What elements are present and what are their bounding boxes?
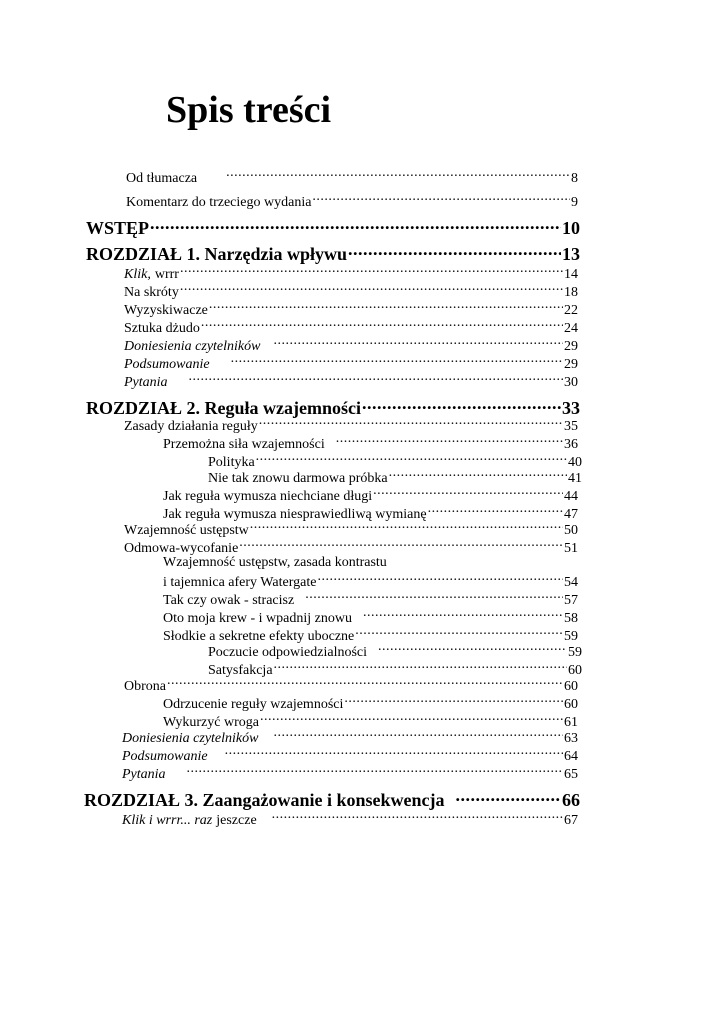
leader-dots	[389, 468, 567, 482]
toc-entry-label: Podsumowanie	[122, 749, 208, 764]
toc-entry-page: 35	[564, 419, 578, 434]
leader-dots	[344, 694, 563, 708]
toc-entry-page: 29	[564, 339, 578, 354]
toc-entry-label: WSTĘP	[86, 218, 150, 238]
toc-entry[interactable]	[122, 810, 578, 828]
toc-entry-page: 36	[564, 437, 578, 452]
toc-entry-label: Klik i wrrr... raz	[122, 813, 213, 828]
toc-entry[interactable]	[208, 468, 582, 486]
toc-entry-page: 64	[564, 749, 578, 764]
toc-entry-label: Od tłumacza	[126, 171, 198, 186]
toc-chapter-2[interactable]	[86, 396, 580, 418]
toc-entry-label: Na skróty	[124, 285, 179, 300]
toc-entry[interactable]	[126, 168, 578, 186]
leader-dots	[180, 282, 563, 296]
leader-dots	[273, 728, 563, 742]
toc-entry-label: Oto moja krew - i wpadnij znowu	[163, 611, 352, 626]
toc-entry-label: Sztuka dżudo	[124, 321, 200, 336]
toc-entry-label: Doniesienia czytelników	[124, 339, 261, 354]
toc-entry-page: 9	[571, 195, 578, 210]
leader-dots	[274, 660, 567, 674]
leader-dots	[348, 242, 561, 260]
toc-entry[interactable]	[124, 416, 578, 434]
toc-entry-label: Przemożna siła wzajemności	[163, 437, 325, 452]
toc-entry-label: Odrzucenie reguły wzajemności	[163, 697, 344, 712]
toc-entry[interactable]	[124, 372, 578, 390]
leader-dots	[312, 192, 570, 206]
toc-entry-page: 30	[564, 375, 578, 390]
toc-entry-page: 57	[564, 593, 578, 608]
toc-entry-label-suffix: wrrr	[154, 267, 179, 282]
toc-entry-label: Poczucie odpowiedzialności	[208, 645, 368, 660]
toc-entry-label: Klik,	[124, 267, 151, 282]
toc-entry-page: 44	[564, 489, 578, 504]
leader-dots	[150, 216, 561, 234]
leader-dots	[167, 676, 563, 690]
toc-entry[interactable]	[163, 694, 578, 712]
toc-entry-label: ROZDZIAŁ 3. Zaangażowanie i konsekwencja	[84, 790, 445, 810]
leader-dots	[201, 318, 563, 332]
toc-entry-page: 29	[564, 357, 578, 372]
toc-entry-page: 50	[564, 523, 578, 538]
toc-entry-label: Wzajemność ustępstw	[124, 523, 249, 538]
toc-entry[interactable]	[124, 300, 578, 318]
leader-dots	[456, 788, 561, 806]
leader-dots	[239, 538, 563, 552]
toc-entry[interactable]	[124, 676, 578, 694]
toc-entry-page: 61	[564, 715, 578, 730]
leader-dots	[259, 416, 563, 430]
toc-entry[interactable]	[124, 336, 578, 354]
toc-entry-page: 54	[564, 575, 578, 590]
leader-dots	[260, 712, 563, 726]
toc-entry-line	[163, 554, 578, 572]
toc-entry[interactable]	[163, 608, 578, 626]
toc-entry-label: i tajemnica afery Watergate	[163, 575, 317, 590]
toc-entry-page: 65	[564, 767, 578, 782]
toc-chapter-3[interactable]	[84, 788, 580, 810]
toc-entry-label: Nie tak znowu darmowa próbka	[208, 471, 388, 486]
toc-entry-label: ROZDZIAŁ 1. Narzędzia wpływu	[86, 244, 348, 264]
toc-entry-label: Pytania	[122, 767, 166, 782]
toc-entry-label-suffix: jeszcze	[216, 813, 257, 828]
toc-entry-label: Wykurzyć wroga	[163, 715, 259, 730]
toc-entry[interactable]	[163, 486, 578, 504]
toc-entry-page: 47	[564, 507, 578, 522]
toc-intro[interactable]	[86, 216, 580, 238]
toc-entry-label: Tak czy owak - stracisz	[163, 593, 295, 608]
leader-dots	[180, 264, 563, 278]
leader-dots	[187, 764, 563, 778]
toc-entry-label: Doniesienia czytelników	[122, 731, 259, 746]
leader-dots	[272, 810, 563, 824]
leader-dots	[373, 486, 563, 500]
toc-entry-page: 18	[564, 285, 578, 300]
leader-dots	[225, 746, 563, 760]
leader-dots	[231, 354, 563, 368]
toc-entry-page: 33	[562, 398, 580, 418]
toc-entry-page: 40	[568, 455, 582, 470]
toc-entry-label: Pytania	[124, 375, 168, 390]
leader-dots	[305, 590, 563, 604]
toc-entry[interactable]	[163, 572, 578, 590]
toc-entry-page: 60	[564, 679, 578, 694]
toc-chapter-1[interactable]	[86, 242, 580, 264]
toc-entry[interactable]	[122, 728, 578, 746]
toc-entry-label: Obrona	[124, 679, 166, 694]
toc-entry[interactable]	[124, 264, 578, 282]
leader-dots	[317, 572, 563, 586]
toc-entry-page: 51	[564, 541, 578, 556]
leader-dots	[226, 168, 570, 182]
leader-dots	[355, 626, 563, 640]
toc-entry-page: 59	[564, 629, 578, 644]
toc-entry-label: Podsumowanie	[124, 357, 210, 372]
toc-entry-page: 67	[564, 813, 578, 828]
toc-entry[interactable]	[124, 520, 578, 538]
toc-entry-page: 63	[564, 731, 578, 746]
toc-entry-page: 22	[564, 303, 578, 318]
leader-dots	[209, 300, 563, 314]
toc-entry-label: Wyzyskiwacze	[124, 303, 208, 318]
toc-entry-page: 59	[568, 645, 582, 660]
toc-entry-label: Wzajemność ustępstw, zasada kontrastu	[163, 555, 387, 570]
toc-entry-label: Zasady działania reguły	[124, 419, 258, 434]
toc-entry-label: Polityka	[208, 455, 255, 470]
toc-entry[interactable]	[124, 318, 578, 336]
toc-entry-page: 13	[562, 244, 580, 264]
leader-dots	[250, 520, 563, 534]
toc-entry-page: 60	[564, 697, 578, 712]
toc-entry-page: 24	[564, 321, 578, 336]
toc-entry-label: Słodkie a sekretne efekty uboczne	[163, 629, 355, 644]
leader-dots	[336, 434, 563, 448]
toc-entry-page: 14	[564, 267, 578, 282]
toc-entry-page: 8	[571, 171, 578, 186]
toc-entry-label: Jak reguła wymusza niechciane długi	[163, 489, 373, 504]
toc-entry-label: ROZDZIAŁ 2. Reguła wzajemności	[86, 398, 361, 418]
toc-entry-page: 58	[564, 611, 578, 626]
toc-entry-label: Odmowa-wycofanie	[124, 541, 239, 556]
toc-entry[interactable]	[163, 434, 578, 452]
leader-dots	[189, 372, 563, 386]
toc-entry[interactable]	[124, 354, 578, 372]
page-title: Spis treści	[166, 89, 332, 131]
toc-entry[interactable]	[126, 192, 578, 210]
leader-dots	[363, 608, 563, 622]
toc-entry[interactable]	[124, 282, 578, 300]
leader-dots	[362, 396, 561, 414]
toc-entry[interactable]	[163, 590, 578, 608]
toc-entry[interactable]	[122, 746, 578, 764]
toc-entry-label: Komentarz do trzeciego wydania	[126, 195, 312, 210]
leader-dots	[378, 642, 567, 656]
toc-entry-page: 41	[568, 471, 582, 486]
leader-dots	[428, 504, 563, 518]
leader-dots	[273, 336, 563, 350]
toc-entry-page: 66	[562, 790, 580, 810]
toc-entry-page: 60	[568, 663, 582, 678]
toc-entry-page: 10	[562, 218, 580, 238]
toc-entry[interactable]	[208, 642, 582, 660]
toc-entry-label: Jak reguła wymusza niesprawiedliwą wymianę	[163, 507, 427, 522]
leader-dots	[256, 452, 567, 466]
toc-entry[interactable]	[122, 764, 578, 782]
toc-entry-label: Satysfakcja	[208, 663, 273, 678]
